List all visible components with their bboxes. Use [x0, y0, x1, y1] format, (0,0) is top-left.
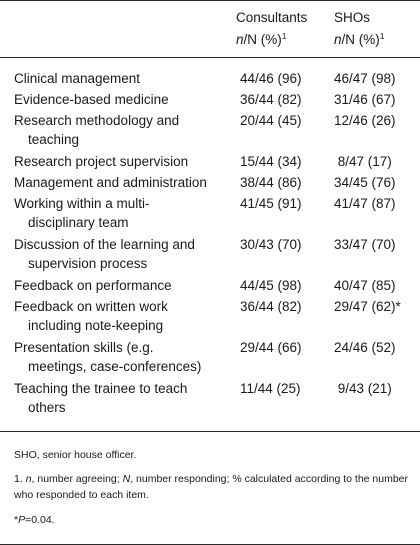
footnote-abbreviation: SHO, senior house officer.: [14, 449, 137, 461]
footnote-significance: *P=0.04.: [14, 514, 55, 526]
row-label: Working within a multi- disciplinary team: [14, 196, 150, 230]
consultants-value: 15/44 (34): [240, 154, 302, 169]
row-label: Feedback on performance: [14, 278, 172, 293]
consultants-value: 30/43 (70): [240, 237, 302, 252]
consultants-value: 41/45 (91): [240, 196, 302, 211]
consultants-value: 36/44 (82): [240, 92, 302, 107]
header-consultants-unit: n/N (%)$^1$: [236, 31, 287, 47]
footer-rule: [0, 431, 420, 432]
row-label: Management and administration: [14, 175, 207, 190]
row-label: Presentation skills (e.g. meetings, case-conferences): [14, 340, 202, 374]
header-consultants-title: Consultants: [236, 10, 308, 25]
sho-value: 46/47 (98): [334, 71, 396, 86]
header-consultants: [236, 8, 307, 49]
row-label: Research project supervision: [14, 154, 189, 169]
row-label: Evidence-based medicine: [14, 92, 169, 107]
consultants-value: 38/44 (86): [240, 175, 302, 190]
footnote-1: 1. n, number agreeing; N, number responding; % calculated according to the number who responded to each item.: [14, 473, 409, 501]
row-label: Teaching the trainee to teach others: [14, 381, 188, 415]
row-label: Research methodology and teaching: [14, 113, 180, 147]
row-label: Discussion of the learning and supervision process: [14, 237, 195, 271]
top-rule: [0, 0, 420, 1]
consultants-value: 11/44 (25): [240, 381, 301, 396]
consultants-value: 20/44 (45): [240, 113, 302, 128]
consultants-value: 44/45 (98): [240, 278, 302, 293]
consultants-value: 29/44 (66): [240, 340, 302, 355]
sho-value: 34/45 (76): [334, 175, 396, 190]
header-rule: [0, 57, 420, 58]
sho-value: 9/43 (21): [334, 381, 392, 396]
header-shos-title: SHOs: [334, 10, 371, 25]
sho-value: 40/47 (85): [334, 278, 396, 293]
consultants-value: 44/46 (96): [240, 71, 302, 86]
header-shos-unit: n/N (%)$^1$: [334, 31, 385, 47]
sho-value: 31/46 (67): [334, 92, 396, 107]
header-shos: [334, 8, 385, 49]
sho-value: 29/47 (62)*: [334, 299, 401, 314]
consultants-value: 36/44 (82): [240, 299, 302, 314]
sho-value: 8/47 (17): [334, 154, 392, 169]
sho-value: 41/47 (87): [334, 196, 396, 211]
row-label: Feedback on written work including note-keeping: [14, 299, 168, 333]
sho-value: 33/47 (70): [334, 237, 396, 252]
sho-value: 24/46 (52): [334, 340, 396, 355]
row-label: Clinical management: [14, 71, 141, 86]
sho-value: 12/46 (26): [334, 113, 396, 128]
